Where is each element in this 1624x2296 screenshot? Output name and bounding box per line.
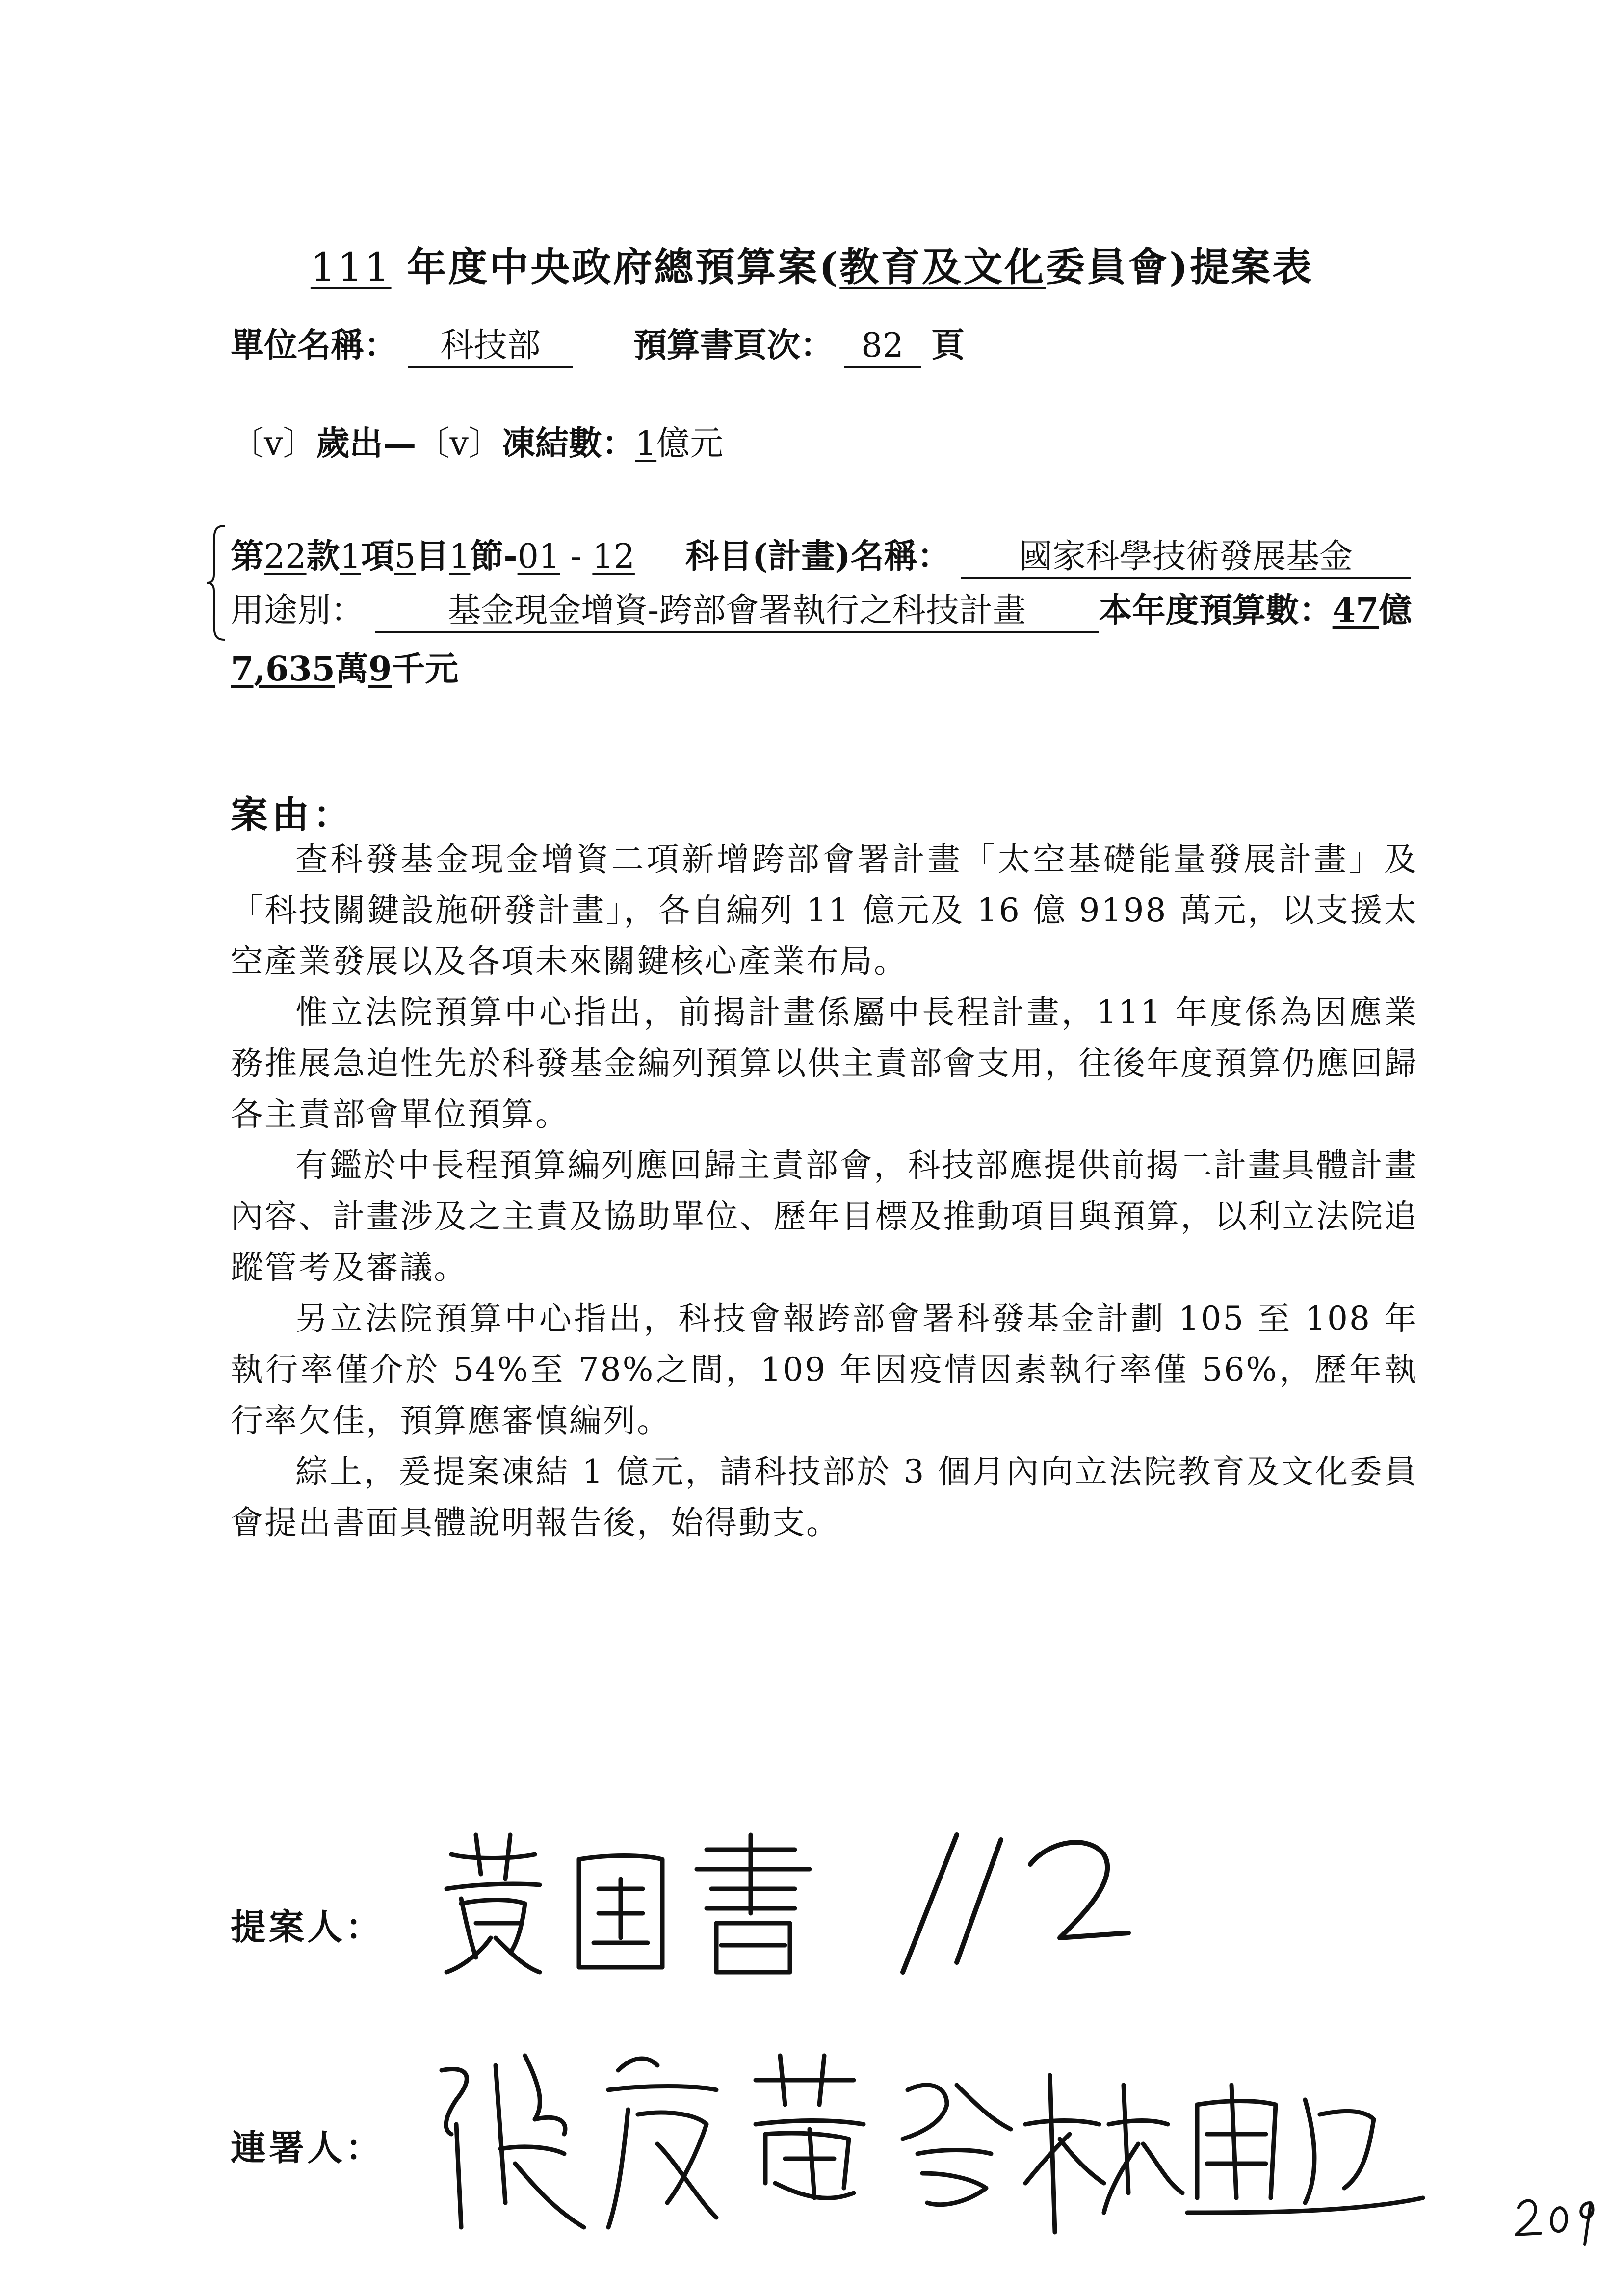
reason-paragraph: 另立法院預算中心指出，科技會報跨部會署科發基金計劃 105 至 108 年執行率僅介於 54%至 78%之間，109 年因疫情因素執行率僅 56%，歷年執行率欠佳，預算應審慎編列。 xyxy=(231,1300,1418,1439)
item-kuan: 22 xyxy=(264,537,307,576)
handwritten-number xyxy=(873,1815,1148,1982)
proposer-label: 提案人： xyxy=(231,1906,384,1948)
item-mu: 5 xyxy=(394,537,416,576)
unit-label: 單位名稱： xyxy=(231,326,398,365)
item-line-2 xyxy=(231,584,1412,633)
budget-yi: 47 xyxy=(1332,591,1379,630)
title-part2: 委員會)提案表 xyxy=(1046,244,1314,290)
title-part1: 年度中央政府總預算案( xyxy=(407,244,840,290)
subject-value: 國家科學技術發展基金 xyxy=(961,537,1411,579)
item-mu-label: 目 xyxy=(416,537,449,576)
freeze-value: 1 xyxy=(635,424,657,463)
check-freeze: 〔v〕 xyxy=(416,424,502,463)
budget-wan-label: 萬 xyxy=(335,650,368,689)
freeze-label: 凍結數： xyxy=(501,424,635,463)
item-di: 第 xyxy=(231,537,264,576)
cosigner-label: 連署人： xyxy=(231,2127,384,2168)
reason-heading: 案由： xyxy=(231,793,354,836)
expense-label: 歲出— xyxy=(316,424,417,463)
page-title xyxy=(0,235,1624,292)
item-code2: 12 xyxy=(592,537,635,576)
handwritten-page-number xyxy=(1511,2188,1599,2247)
proposer-signature xyxy=(432,1825,834,1982)
left-brace xyxy=(206,524,226,642)
page-value: 82 xyxy=(844,326,921,368)
page-unit: 頁 xyxy=(931,326,965,365)
purpose-label: 用途別： xyxy=(231,591,365,630)
check-expense: 〔v〕 xyxy=(231,424,316,463)
item-line-3 xyxy=(231,643,458,690)
title-committee: 教育及文化 xyxy=(839,244,1046,290)
cosigner-signatures xyxy=(422,2036,1433,2242)
item-code1: 01 xyxy=(517,537,560,576)
budget-yi-label: 億 xyxy=(1379,591,1413,630)
unit-value: 科技部 xyxy=(408,326,573,368)
budget-qian: 9 xyxy=(368,650,392,689)
reason-body xyxy=(231,834,1418,1548)
item-jie: 1 xyxy=(449,537,471,576)
subject-label: 科目(計畫)名稱： xyxy=(685,537,951,576)
budget-qian-label: 千元 xyxy=(392,650,459,689)
reason-paragraph: 有鑑於中長程預算編列應回歸主責部會，科技部應提供前揭二計畫具體計畫內容、計畫涉及之主責及協助單位、歷年目標及推動項目與預算，以利立法院追蹤管考及審議。 xyxy=(231,1147,1418,1286)
reason-paragraph: 惟立法院預算中心指出，前揭計畫係屬中長程計畫，111 年度係為因應業務推展急迫性先於科發基金編列預算以供主責部會支用，往後年度預算仍應回歸各主責部會單位預算。 xyxy=(231,993,1418,1133)
item-xiang-label: 項 xyxy=(361,537,394,576)
budget-wan: 7,635 xyxy=(231,650,335,689)
reason-paragraph: 綜上，爰提案凍結 1 億元，請科技部於 3 個月內向立法院教育及文化委員會提出書面具體說明報告後，始得動支。 xyxy=(231,1453,1418,1541)
purpose-value: 基金現金增資-跨部會署執行之科技計畫 xyxy=(375,591,1099,633)
reason-paragraph: 查科發基金現金增資二項新增跨部會署計畫「太空基礎能量發展計畫」及「科技關鍵設施研發計畫」，各自編列 11 億元及 16 億 9198 萬元，以支援太空產業發展以及各項未來關鍵核心產業布局。 xyxy=(231,840,1418,980)
title-year: 111 xyxy=(310,244,392,290)
page-label: 預算書頁次： xyxy=(633,326,834,365)
unit-row xyxy=(231,319,965,368)
item-sep: - xyxy=(560,537,593,576)
item-line-1 xyxy=(231,530,1411,579)
action-row xyxy=(231,417,723,465)
item-kuan-label: 款 xyxy=(306,537,340,576)
budget-label: 本年度預算數： xyxy=(1099,591,1333,630)
freeze-unit: 億元 xyxy=(656,424,724,463)
item-jie-label: 節- xyxy=(470,537,518,576)
item-xiang: 1 xyxy=(340,537,361,576)
